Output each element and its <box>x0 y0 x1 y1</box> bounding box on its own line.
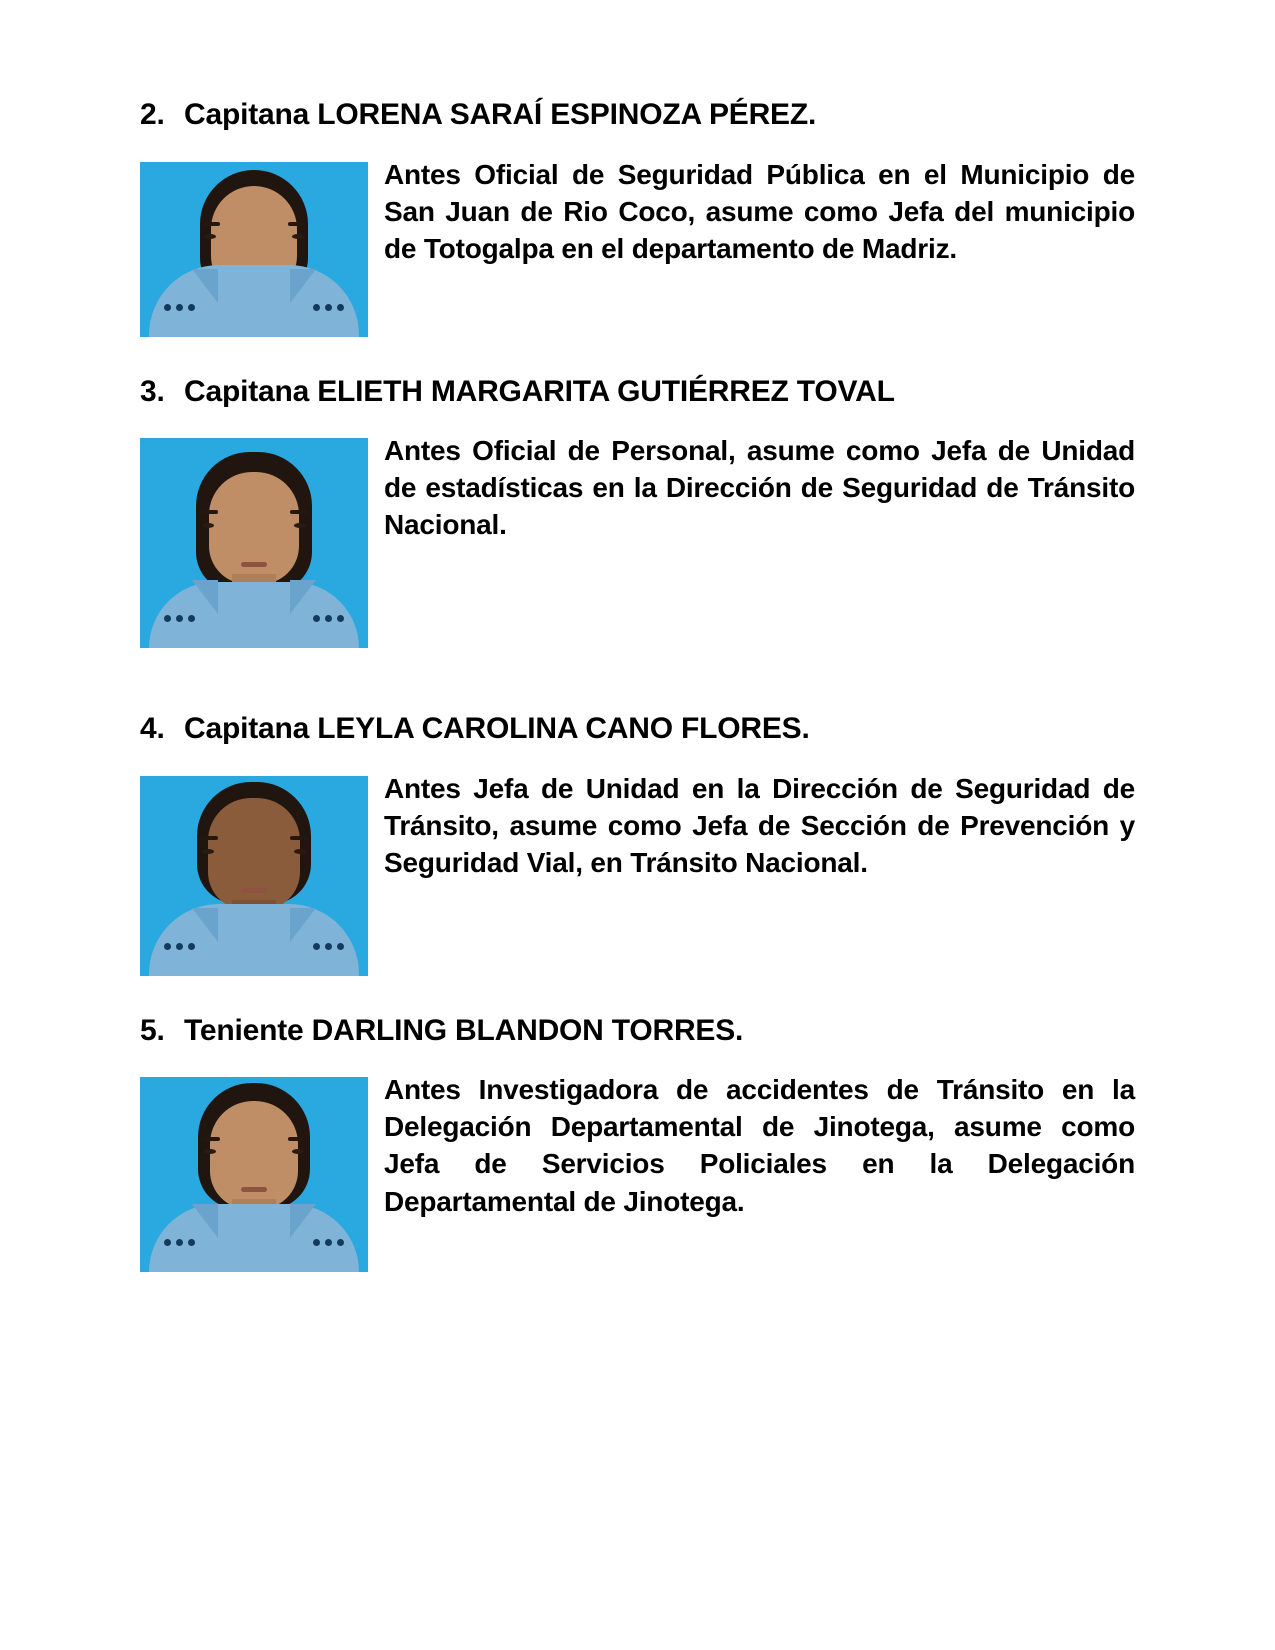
entry-title: Capitana ELIETH MARGARITA GUTIÉRREZ TOVAL <box>184 374 895 408</box>
officer-portrait-photo <box>140 1077 368 1272</box>
entry-body <box>140 762 1135 976</box>
entry-number: 4. <box>140 712 165 745</box>
officer-portrait-photo <box>140 438 368 648</box>
entry-heading <box>140 710 1135 748</box>
entry-number: 2. <box>140 98 165 131</box>
officer-portrait-photo <box>140 162 368 337</box>
section-spacer <box>140 347 1135 373</box>
entry-description: Antes Oficial de Seguridad Pública en el Municipio de San Juan de Rio Coco, asume como Jefa del municipio de Totogalpa en el departamento de Madriz. <box>384 158 1135 264</box>
entry-heading <box>140 373 1135 411</box>
entry-heading <box>140 96 1135 134</box>
entry-number: 5. <box>140 1013 165 1047</box>
entry-description: Antes Oficial de Personal, asume como Jefa de Unidad de estadísticas en la Dirección de Seguridad de Tránsito Nacional. <box>384 435 1135 541</box>
entry-body <box>140 148 1135 337</box>
entry-description: Antes Investigadora de accidentes de Tránsito en la Delegación Departamental de Jinotega, asume como Jefa de Servicios Policiales en la Delegación Departamental de Jinotega. <box>384 1074 1135 1217</box>
section-spacer <box>140 986 1135 1012</box>
entry-title: Teniente DARLING BLANDON TORRES. <box>184 1013 744 1047</box>
entry-description: Antes Jefa de Unidad en la Dirección de Seguridad de Tránsito, asume como Jefa de Sección de Prevención y Seguridad Vial, en Tránsito Nacional. <box>384 772 1135 878</box>
entry-title: Capitana LORENA SARAÍ ESPINOZA PÉREZ. <box>184 98 817 131</box>
section-spacer <box>140 658 1135 710</box>
entry-number: 3. <box>140 374 165 408</box>
officer-portrait-photo <box>140 776 368 976</box>
entry-item <box>140 710 1135 976</box>
entry-item <box>140 96 1135 337</box>
entry-heading <box>140 1012 1135 1050</box>
entry-item <box>140 1012 1135 1273</box>
entry-body <box>140 1063 1135 1272</box>
entry-body <box>140 424 1135 648</box>
entry-item <box>140 373 1135 649</box>
entry-title: Capitana LEYLA CAROLINA CANO FLORES. <box>184 712 810 745</box>
